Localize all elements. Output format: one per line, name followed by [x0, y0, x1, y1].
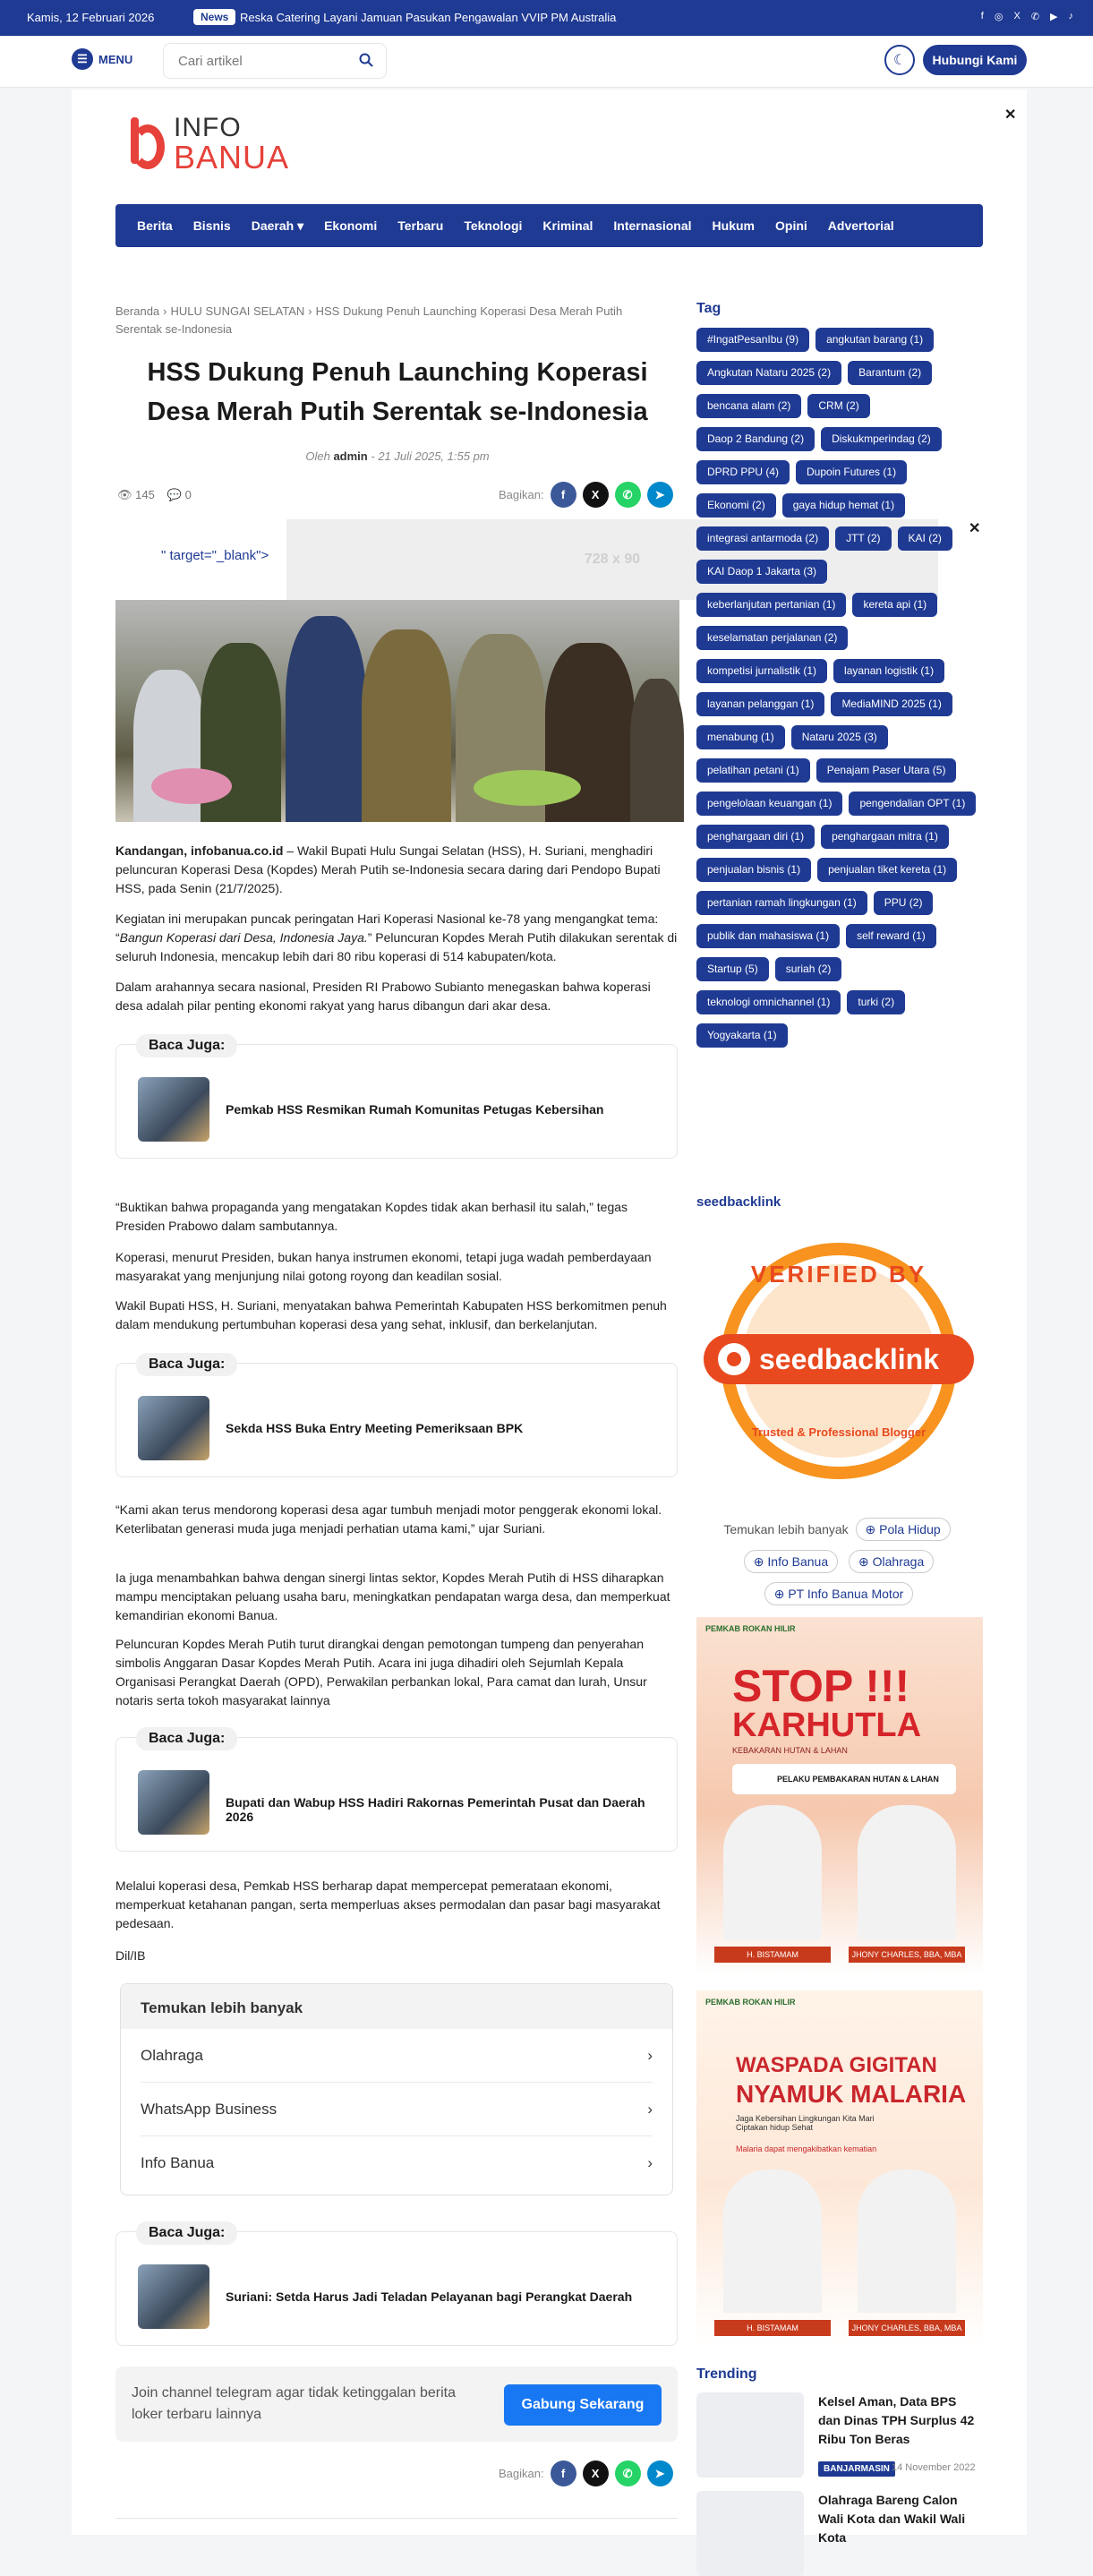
discover-pills-label: Temukan lebih banyak [723, 1522, 849, 1536]
tag-link[interactable]: pertanian ramah lingkungan (1) [696, 891, 867, 915]
related-box[interactable] [115, 1356, 678, 1477]
breadcrumb-home[interactable]: Beranda [115, 304, 160, 318]
share-x-icon[interactable]: X [583, 2460, 609, 2486]
main-nav [115, 204, 983, 247]
share-telegram-icon[interactable]: ➤ [647, 482, 673, 508]
stray-markup-text: " target="_blank"> [161, 548, 269, 563]
tag-link[interactable]: penjualan bisnis (1) [696, 858, 811, 882]
nav-item-berita[interactable]: Berita [137, 218, 173, 233]
banner-warning: PELAKU PEMBAKARAN HUTAN & LAHAN [732, 1764, 956, 1794]
tag-link[interactable]: KAI Daop 1 Jakarta (3) [696, 560, 827, 584]
trending-thumbnail [696, 2491, 804, 2576]
menu-label: MENU [98, 52, 133, 66]
logo-text-banua: BANUA [174, 139, 290, 175]
paragraph-2-theme: Bangun Koperasi dari Desa, Indonesia Jaya. [119, 930, 368, 945]
tag-link[interactable]: kompetisi jurnalistik (1) [696, 659, 827, 683]
comments-count[interactable] [167, 488, 192, 502]
tag-link[interactable]: Penajam Paser Utara (5) [816, 758, 957, 783]
paragraph-2 [115, 910, 679, 966]
trending-item[interactable] [696, 2491, 981, 2545]
related-thumbnail [138, 1077, 209, 1142]
news-ticker-link[interactable]: Reska Catering Layani Jamuan Pasukan Pengawalan VVIP PM Australia [240, 11, 617, 24]
trending-category[interactable]: BANJARMASIN [818, 2461, 895, 2477]
related-title[interactable]: Pemkab HSS Resmikan Rumah Komunitas Petugas Kebersihan [226, 1102, 604, 1117]
banner-subtitle: KEBAKARAN HUTAN & LAHAN [732, 1746, 848, 1755]
banner-title-1: WASPADA GIGITAN [736, 2053, 937, 2077]
tag-link[interactable]: KAI (2) [898, 526, 952, 551]
discover-item-label: WhatsApp Business [141, 2100, 278, 2118]
tag-link[interactable]: kereta api (1) [852, 593, 937, 617]
tag-link[interactable]: penjualan tiket kereta (1) [817, 858, 957, 882]
instagram-icon[interactable]: ◎ [994, 12, 1003, 22]
nav-item-opini[interactable]: Opini [775, 218, 807, 233]
divider [115, 2518, 678, 2519]
social-links [981, 11, 1073, 22]
paragraph-3: Dalam arahannya secara nasional, Presiden RI Prabowo Subianto menegaskan bahwa koperasi desa adalah pilar penting ekonomi rakyat yang harus dibangun dari akar desa. [115, 980, 651, 1013]
article-hero-image [115, 600, 679, 822]
eye-icon: 👁 [117, 488, 132, 501]
discover-item[interactable] [141, 2136, 653, 2190]
banner-subtitle: Jaga Kebersihan Lingkungan Kita Mari Ciptakan hidup Sehat [736, 2114, 875, 2132]
tag-link[interactable]: suriah (2) [775, 957, 842, 981]
related-title[interactable]: Sekda HSS Buka Entry Meeting Pemeriksaan BPK [226, 1421, 524, 1435]
author-link[interactable]: admin [333, 449, 368, 463]
related-box[interactable] [115, 1038, 678, 1159]
paragraph-1-text: – Wakil Bupati Hulu Sungai Selatan (HSS), H. Suriani, menghadiri peluncuran Koperasi Desa (Kopdes) Merah Putih se-Indonesia secara daring dari Pendopo Bupati HSS, pada Senin (21/7/2025). [115, 843, 661, 895]
tag-link[interactable]: integrasi antarmoda (2) [696, 526, 829, 551]
tag-link[interactable]: layanan logistik (1) [833, 659, 944, 683]
tag-link[interactable]: pengelolaan keuangan (1) [696, 792, 842, 816]
x-icon[interactable]: X [1013, 11, 1020, 21]
breadcrumb-section[interactable]: HULU SUNGAI SELATAN [170, 304, 305, 318]
paragraph-5: Koperasi, menurut Presiden, bukan hanya instrumen ekonomi, tetapi juga wadah pemberdayaan masyarakat yang menjunjung nilai gotong royong dan keadilan sosial. [115, 1250, 652, 1283]
banner-org: PEMKAB ROKAN HILIR [705, 1624, 796, 1633]
chevron-right-icon: › [647, 2046, 653, 2064]
tag-link[interactable]: penghargaan diri (1) [696, 825, 815, 849]
nav-item-teknologi[interactable]: Teknologi [464, 218, 523, 233]
share-bar-bottom [499, 2460, 673, 2486]
logo-text-info: INFO [174, 113, 242, 142]
tag-link[interactable]: Yogyakarta (1) [696, 1023, 788, 1048]
comment-icon: 💬 [167, 488, 183, 501]
share-x-icon[interactable]: X [583, 482, 609, 508]
paragraph-2-text-b: ” Peluncuran Kopdes Merah Putih dilakukan serentak di seluruh Indonesia, mencakup lebih dari 80 ribu koperasi di 514 kabupaten/kota. [115, 930, 678, 963]
tag-link[interactable]: layanan pelanggan (1) [696, 692, 824, 716]
related-label: Baca Juga: [136, 1353, 237, 1376]
related-title[interactable]: Suriani: Setda Harus Jadi Teladan Pelayanan bagi Perangkat Daerah [226, 2289, 633, 2304]
trending-title[interactable]: Olahraga Bareng Calon Wali Kota dan Wakil Wali Kota [818, 2493, 966, 2545]
article-byline [115, 449, 679, 463]
dateline: Kandangan, infobanua.co.id [115, 843, 284, 858]
nav-item-terbaru[interactable]: Terbaru [397, 218, 444, 233]
article-stats [117, 488, 192, 502]
discover-pill-label: Pola Hidup [879, 1522, 941, 1536]
trending-heading: Trending [696, 2366, 757, 2382]
ad-banner-karhutla[interactable] [696, 1617, 983, 1975]
paragraph-10: Melalui koperasi desa, Pemkab HSS berharap dapat mempercepat pemerataan ekonomi, memperkuat ketahanan pangan, serta memperluas akses permodalan dan pasar bagi masyarakat pedesaan. [115, 1879, 661, 1930]
whatsapp-icon[interactable]: ✆ [1030, 12, 1040, 22]
dark-mode-toggle[interactable] [884, 45, 915, 75]
related-box[interactable] [115, 2225, 678, 2346]
paragraph-2-text-a: Kegiatan ini merupakan puncak peringatan Hari Koperasi Nasional ke-78 yang mengangkat tema: “ [115, 911, 659, 945]
related-box[interactable] [115, 1731, 678, 1852]
join-telegram-button[interactable]: Gabung Sekarang [504, 2384, 662, 2426]
tag-link[interactable]: gaya hidup hemat (1) [782, 493, 905, 518]
trending-date: 14 November 2022 [892, 2462, 976, 2473]
share-whatsapp-icon[interactable]: ✆ [615, 2460, 641, 2486]
tag-link[interactable]: pelatihan petani (1) [696, 758, 810, 783]
paragraph-4: “Buktikan bahwa propaganda yang mengatakan Kopdes tidak akan berhasil itu salah,” tegas Presiden Prabowo dalam sambutannya. [115, 1200, 628, 1233]
tag-link[interactable]: Diskukmperindag (2) [821, 427, 942, 451]
tag-link[interactable]: turki (2) [847, 990, 905, 1014]
discover-pills [696, 1513, 981, 1610]
tag-link[interactable]: Ekonomi (2) [696, 493, 776, 518]
telegram-cta-text: Join channel telegram agar tidak ketinggalan berita loker terbaru lainnya [132, 2385, 457, 2422]
tag-link[interactable]: Startup (5) [696, 957, 769, 981]
moon-icon: ☾ [892, 53, 907, 68]
tag-link[interactable]: menabung (1) [696, 725, 785, 749]
related-label: Baca Juga: [136, 2221, 237, 2245]
seedbacklink-badge[interactable] [696, 1236, 981, 1486]
badge-brand-text: seedbacklink [759, 1343, 939, 1375]
discover-item[interactable] [141, 2029, 653, 2083]
tag-link[interactable]: #IngatPesanIbu (9) [696, 328, 809, 352]
discover-pill[interactable]: ⊕ Pola Hidup [856, 1518, 951, 1541]
tag-link[interactable]: bencana alam (2) [696, 394, 801, 418]
banner-title-2: NYAMUK MALARIA [736, 2080, 967, 2108]
share-label: Bagikan: [499, 2467, 544, 2480]
article-signoff: Dil/IB [115, 1948, 146, 1963]
contact-button[interactable]: Hubungi Kami [923, 45, 1027, 75]
tag-link[interactable]: Daop 2 Bandung (2) [696, 427, 815, 451]
badge-top-text: VERIFIED BY [750, 1261, 927, 1288]
badge-bottom-text: Trusted & Professional Blogger [751, 1425, 926, 1439]
nav-item-hukum[interactable]: Hukum [712, 218, 755, 233]
share-facebook-icon[interactable]: f [551, 2460, 576, 2486]
discover-pill[interactable]: ⊕ Olahraga [849, 1550, 934, 1573]
paragraph-1 [115, 842, 679, 898]
banner-name-2: JHONY CHARLES, BBA, MBA [849, 1947, 965, 1963]
news-badge: News [193, 9, 235, 25]
tag-link[interactable]: publik dan mahasiswa (1) [696, 924, 840, 948]
nav-item-internasional[interactable]: Internasional [613, 218, 692, 233]
close-icon[interactable]: ✕ [1004, 107, 1017, 123]
ad-slot[interactable]: 728 x 90 [286, 519, 938, 600]
views-count [117, 488, 155, 502]
nav-item-bisnis[interactable]: Bisnis [192, 218, 231, 233]
discover-heading: Temukan lebih banyak [121, 1984, 672, 2029]
logo-mark [127, 117, 168, 171]
discover-pill[interactable]: ⊕ PT Info Banua Motor [764, 1582, 914, 1605]
share-telegram-icon[interactable]: ➤ [647, 2460, 673, 2486]
breadcrumb-current: HSS Dukung Penuh Launching Koperasi Desa Merah Putih Serentak se-Indonesia [115, 304, 623, 336]
share-bar-top [499, 482, 673, 508]
tag-link[interactable]: keselamatan perjalanan (2) [696, 626, 848, 650]
related-label: Baca Juga: [136, 1034, 237, 1057]
views-value: 145 [135, 488, 155, 501]
tag-link[interactable]: teknologi omnichannel (1) [696, 990, 841, 1014]
tag-link[interactable]: Nataru 2025 (3) [791, 725, 888, 749]
banner-title-2: KARHUTLA [732, 1707, 922, 1744]
banner-name-2: JHONY CHARLES, BBA, MBA [849, 2320, 965, 2336]
related-thumbnail [138, 1396, 209, 1460]
publish-date: - 21 Juli 2025, 1:55 pm [371, 449, 490, 463]
discover-pill-label: Info Banua [767, 1554, 829, 1569]
tag-link[interactable]: pengendalian OPT (1) [849, 792, 976, 816]
chevron-right-icon: › [647, 2100, 653, 2118]
site-header [0, 36, 1093, 88]
discover-pill[interactable]: ⊕ Info Banua [744, 1550, 838, 1573]
current-date: Kamis, 12 Februari 2026 [27, 11, 155, 24]
search-input[interactable] [163, 43, 387, 79]
paragraph-7: “Kami akan terus mendorong koperasi desa agar tumbuh menjadi motor penggerak ekonomi lokal. Keterlibatan generasi muda juga menjadi perhatian utama kami,” ujar Suriani. [115, 1502, 662, 1536]
chevron-right-icon: › [647, 2154, 653, 2171]
tag-link[interactable]: penghargaan mitra (1) [821, 825, 949, 849]
tag-link[interactable]: PPU (2) [874, 891, 934, 915]
tag-link[interactable]: JTT (2) [835, 526, 891, 551]
discover-pill-label: PT Info Banua Motor [788, 1587, 904, 1601]
breadcrumb: Beranda › HULU SUNGAI SELATAN › HSS Dukung Penuh Launching Koperasi Desa Merah Putih Serentak se-Indonesia [115, 304, 623, 336]
comments-value: 0 [184, 488, 192, 501]
nav-item-advertorial[interactable]: Advertorial [827, 218, 894, 233]
banner-warning: Malaria dapat mengakibatkan kematian [736, 2144, 877, 2153]
tag-link[interactable]: Barantum (2) [848, 361, 932, 385]
nav-item-ekonomi[interactable]: Ekonomi [324, 218, 378, 233]
related-thumbnail [138, 2264, 209, 2329]
banner-org: PEMKAB ROKAN HILIR [705, 1998, 796, 2007]
share-whatsapp-icon[interactable]: ✆ [615, 482, 641, 508]
nav-item-daerah-label: Daerah [251, 218, 295, 233]
tag-link[interactable]: angkutan barang (1) [815, 328, 934, 352]
tag-heading: Tag [696, 301, 722, 316]
tag-link[interactable]: self reward (1) [846, 924, 936, 948]
seedbacklink-heading: seedbacklink [696, 1194, 781, 1210]
trending-title[interactable]: Kelsel Aman, Data BPS dan Dinas TPH Surplus 42 Ribu Ton Beras [818, 2394, 975, 2446]
banner-name-1: H. BISTAMAM [714, 1947, 831, 1963]
nav-item-kriminal[interactable]: Kriminal [542, 218, 593, 233]
tag-link[interactable]: keberlanjutan pertanian (1) [696, 593, 846, 617]
byline-prefix: Oleh [305, 449, 330, 463]
tiktok-icon[interactable]: ♪ [1068, 11, 1073, 21]
youtube-icon[interactable]: ▶ [1050, 12, 1058, 22]
banner-name-1: H. BISTAMAM [714, 2320, 831, 2336]
ad-close-icon[interactable]: ✕ [969, 521, 981, 536]
banner-title-1: STOP !!! [732, 1661, 910, 1711]
nav-item-daerah[interactable] [252, 218, 303, 234]
trending-item[interactable] [696, 2392, 981, 2491]
discover-item[interactable] [141, 2083, 653, 2136]
related-label: Baca Juga: [136, 1727, 237, 1750]
ad-banner-malaria[interactable] [696, 1990, 983, 2349]
article-title: HSS Dukung Penuh Launching Koperasi Desa Merah Putih Serentak se-Indonesia [147, 358, 648, 426]
discover-pill-label: Olahraga [872, 1554, 925, 1569]
related-thumbnail [138, 1770, 209, 1835]
search-placeholder: Cari artikel [178, 53, 243, 69]
tag-cloud [696, 328, 981, 1048]
tag-link[interactable]: Angkutan Nataru 2025 (2) [696, 361, 841, 385]
tag-link[interactable]: Dupoin Futures (1) [796, 460, 907, 484]
share-label: Bagikan: [499, 488, 544, 501]
tag-link[interactable]: DPRD PPU (4) [696, 460, 790, 484]
tag-link[interactable]: MediaMIND 2025 (1) [831, 692, 952, 716]
share-facebook-icon[interactable]: f [551, 482, 576, 508]
hamburger-icon: ☰ [72, 48, 93, 70]
telegram-cta [115, 2366, 678, 2442]
paragraph-6: Wakil Bupati HSS, H. Suriani, menyatakan bahwa Pemerintah Kabupaten HSS berkomitmen penuh dalam mendukung pertumbuhan koperasi desa yang sehat, inklusif, dan berkelanjutan. [115, 1298, 667, 1331]
top-bar [0, 0, 1093, 36]
trending-thumbnail [696, 2392, 804, 2478]
facebook-icon[interactable]: f [980, 11, 984, 21]
search-icon[interactable] [359, 53, 373, 67]
paragraph-8: Ia juga menambahkan bahwa dengan sinergi lintas sektor, Kopdes Merah Putih di HSS diharapkan mampu menciptakan peluang usaha baru, meningkatkan pendapatan warga desa, dan memperkuat kemandirian ekonomi Banua. [115, 1570, 670, 1622]
discover-item-label: Olahraga [141, 2046, 203, 2064]
related-title[interactable]: Bupati dan Wabup HSS Hadiri Rakornas Pemerintah Pusat dan Daerah 2026 [226, 1795, 645, 1824]
discover-item-label: Info Banua [141, 2154, 215, 2171]
paragraph-9: Peluncuran Kopdes Merah Putih turut dirangkai dengan pemotongan tumpeng dan penyerahan simbolis Anggaran Dasar Kopdes Merah Putih. Acara ini juga dihadiri oleh Sejumlah Kepala Organisasi Perangkat Daerah (OPD), Perwakilan perbankan lokal, Para camat dan lurah, Unsur notaris serta tokoh masyarakat lainnya [115, 1637, 647, 1707]
chevron-down-icon: ▾ [297, 218, 304, 233]
site-logo[interactable] [127, 115, 289, 174]
menu-button[interactable] [72, 48, 132, 70]
discover-more-box [120, 1983, 673, 2195]
tag-link[interactable]: CRM (2) [807, 394, 869, 418]
